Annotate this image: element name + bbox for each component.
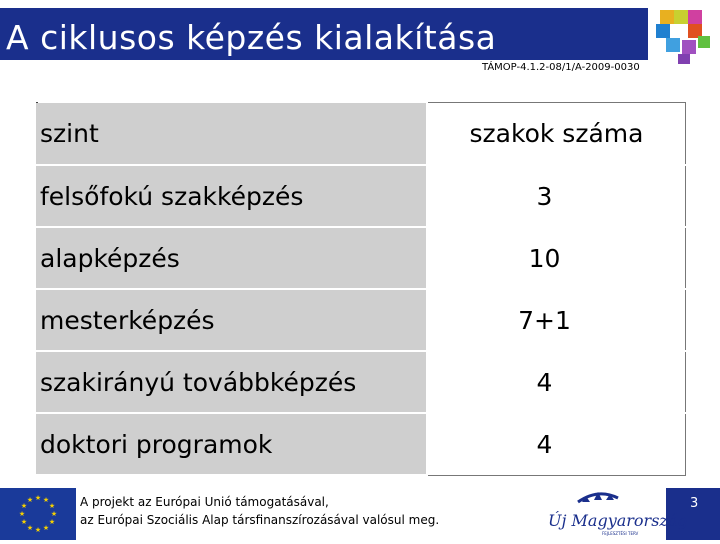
table-row bbox=[36, 165, 686, 227]
svg-text:★: ★ bbox=[50, 510, 58, 518]
svg-text:★: ★ bbox=[26, 496, 34, 504]
svg-text:★: ★ bbox=[48, 518, 56, 526]
header-count bbox=[427, 103, 686, 166]
project-code: TÁMOP-4.1.2-08/1/A-2009-0030 bbox=[482, 62, 640, 73]
svg-text:★: ★ bbox=[18, 510, 26, 518]
table-row bbox=[36, 227, 686, 289]
row-count-value: 3 bbox=[536, 181, 553, 211]
row-count-value: 10 bbox=[528, 243, 561, 273]
svg-text:★: ★ bbox=[20, 502, 28, 510]
row-count bbox=[427, 413, 686, 475]
table-row bbox=[36, 351, 686, 413]
svg-text:★: ★ bbox=[34, 494, 42, 502]
row-count-value: 4 bbox=[536, 367, 553, 397]
row-level: szakirányú továbbképzés bbox=[36, 351, 427, 413]
eu-flag-icon bbox=[0, 488, 76, 540]
table-row bbox=[36, 413, 686, 475]
table-header-row bbox=[36, 103, 686, 166]
row-count bbox=[427, 351, 686, 413]
row-level: felsőfokú szakképzés bbox=[36, 165, 427, 227]
funding-notice-line2: az Európai Szociális Alap társfinanszírozásával valósul meg. bbox=[80, 513, 440, 527]
title-bar bbox=[0, 8, 648, 60]
header-level: szint bbox=[36, 103, 427, 166]
row-level: alapképzés bbox=[36, 227, 427, 289]
row-count bbox=[427, 289, 686, 351]
svg-text:★: ★ bbox=[26, 524, 34, 532]
row-level: doktori programok bbox=[36, 413, 427, 475]
puzzle-logo-icon bbox=[652, 4, 716, 68]
row-count-value: 4 bbox=[536, 429, 553, 459]
uj-magyarorszag-logo bbox=[538, 488, 688, 540]
svg-text:★: ★ bbox=[42, 524, 50, 532]
row-count bbox=[427, 165, 686, 227]
svg-text:★: ★ bbox=[42, 496, 50, 504]
header-count-label: szakok száma bbox=[469, 119, 644, 148]
page-number: 3 bbox=[690, 496, 699, 511]
row-level: mesterképzés bbox=[36, 289, 427, 351]
svg-text:★: ★ bbox=[20, 518, 28, 526]
logo-text: Új Magyarország bbox=[548, 511, 688, 530]
funding-notice bbox=[80, 493, 439, 529]
study-levels-table bbox=[36, 102, 686, 476]
slide-title: A ciklusos képzés kialakítása bbox=[6, 18, 497, 57]
svg-text:★: ★ bbox=[34, 526, 42, 534]
funding-notice-line1: A projekt az Európai Unió támogatásával, bbox=[80, 495, 329, 509]
svg-text:★: ★ bbox=[48, 502, 56, 510]
table-row bbox=[36, 289, 686, 351]
row-count bbox=[427, 227, 686, 289]
row-count-value: 7+1 bbox=[518, 305, 571, 335]
logo-subtext: FEJLESZTÉSI TERV bbox=[602, 531, 639, 536]
